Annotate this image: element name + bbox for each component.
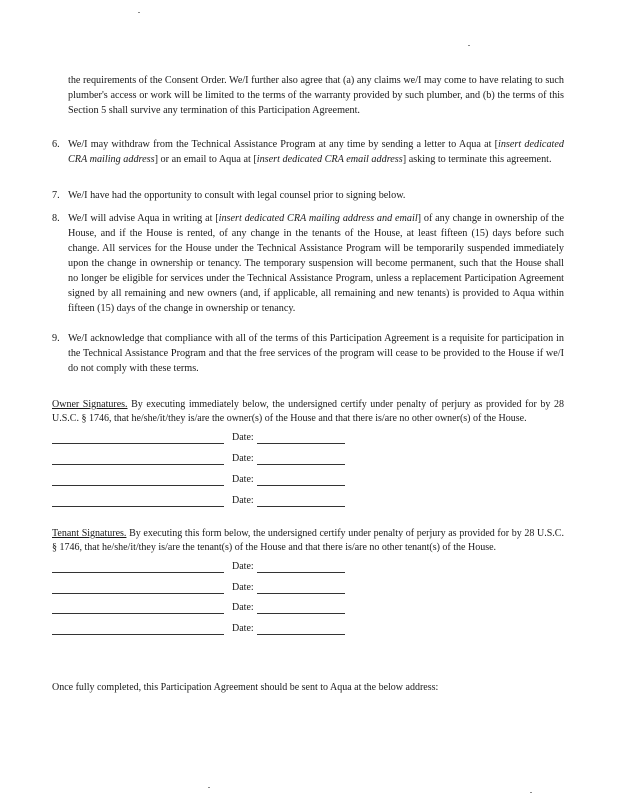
signature-field[interactable] <box>52 613 224 614</box>
signature-field[interactable] <box>52 443 224 444</box>
clause-number: 7. <box>52 190 60 201</box>
clause-number: 9. <box>52 333 60 344</box>
date-field[interactable] <box>257 443 345 444</box>
tenant-signature-line[interactable] <box>52 582 352 596</box>
date-label: Date: <box>232 453 254 464</box>
owner-signatures-heading: Owner Signatures. <box>52 399 128 410</box>
date-field[interactable] <box>257 613 345 614</box>
tenant-signature-line[interactable] <box>52 623 352 637</box>
clause-text: We/I have had the opportunity to consult with legal counsel prior to signing below. <box>68 190 406 201</box>
date-field[interactable] <box>257 572 345 573</box>
signature-field[interactable] <box>52 485 224 486</box>
owner-signature-line[interactable] <box>52 453 352 467</box>
clause-8 <box>52 211 564 316</box>
placeholder-text: insert dedicated CRA mailing address and email <box>218 213 418 224</box>
date-label: Date: <box>232 623 254 634</box>
closing-instruction: Once fully completed, this Participation Agreement should be sent to Aqua at the below address: <box>52 682 439 693</box>
clause-text: We/I will advise Aqua in writing at [insert dedicated CRA mailing address and email] of any change in ownership of the House, and if the House is rented, of any change in the tenants of the House, at least fifteen (15) days before such change. All services for the House under the Technical Assistance Program will be temporarily suspended immediately upon the change in ownership or tenancy. The temporary suspension will become permanent, such that the House shall no longer be eligible for services under the Technical Assistance Program, unless a replacement Participation Agreement signed by all remaining and new owners (and, if applicable, all remaining and new tenants) is provided to Aqua within fifteen (15) days of the change in ownership or tenancy. <box>68 213 564 314</box>
date-label: Date: <box>232 432 254 443</box>
date-field[interactable] <box>257 464 345 465</box>
date-label: Date: <box>232 582 254 593</box>
date-field[interactable] <box>257 593 345 594</box>
placeholder-text: insert dedicated CRA mailing address <box>68 139 564 165</box>
clause-text: We/I may withdraw from the Technical Assistance Program at any time by sending a letter to Aqua at [insert dedicated CRA mailing address] or an email to Aqua at [insert dedicated CRA email address] asking to terminate this agreement. <box>68 139 564 165</box>
scan-speck <box>468 45 470 46</box>
date-label: Date: <box>232 602 254 613</box>
owner-signatures-section <box>52 398 564 426</box>
date-field[interactable] <box>257 634 345 635</box>
signature-field[interactable] <box>52 464 224 465</box>
date-label: Date: <box>232 474 254 485</box>
signature-field[interactable] <box>52 634 224 635</box>
tenant-signatures-section <box>52 527 564 555</box>
owner-signatures-statement: By executing immediately below, the undersigned certify under penalty of perjury as provided for by 28 U.S.C. § 1746, that he/she/it/they is/are the owner(s) of the House and that there is/are no other owner(s) of the House. <box>52 399 564 424</box>
tenant-signature-line[interactable] <box>52 561 352 575</box>
clause-7 <box>52 188 564 203</box>
owner-signature-line[interactable] <box>52 432 352 446</box>
clause-6 <box>52 137 564 167</box>
placeholder-text: insert dedicated CRA email address <box>256 154 403 165</box>
owner-signature-line[interactable] <box>52 495 352 509</box>
scan-speck <box>138 12 140 13</box>
signature-field[interactable] <box>52 506 224 507</box>
tenant-signature-line[interactable] <box>52 602 352 616</box>
signature-field[interactable] <box>52 572 224 573</box>
scan-speck <box>208 787 210 788</box>
continuation-paragraph: the requirements of the Consent Order. We/I further also agree that (a) any claims we/I may come to have relating to such plumber's access or work will be limited to the terms of the warranty provided by such plumber, and (b) the terms of this Section 5 shall survive any termination of this Participation Agreement. <box>68 75 564 116</box>
clause-number: 8. <box>52 213 60 224</box>
scan-speck <box>530 792 532 793</box>
signature-field[interactable] <box>52 593 224 594</box>
date-field[interactable] <box>257 506 345 507</box>
clause-number: 6. <box>52 139 60 150</box>
date-label: Date: <box>232 561 254 572</box>
clause-9 <box>52 331 564 376</box>
date-label: Date: <box>232 495 254 506</box>
date-field[interactable] <box>257 485 345 486</box>
tenant-signatures-statement: By executing this form below, the undersigned certify under penalty of perjury as provided for by 28 U.S.C. § 1746, that he/she/it/they is/are the tenant(s) of the House and that there is/are no other tenant(s) of the House. <box>52 528 564 553</box>
owner-signature-line[interactable] <box>52 474 352 488</box>
tenant-signatures-heading: Tenant Signatures. <box>52 528 127 539</box>
clause-text: We/I acknowledge that compliance with all of the terms of this Participation Agreement is a requisite for participation in the Technical Assistance Program and that the free services of the program will cease to be provided to the House if we/I do not comply with these terms. <box>68 333 564 374</box>
